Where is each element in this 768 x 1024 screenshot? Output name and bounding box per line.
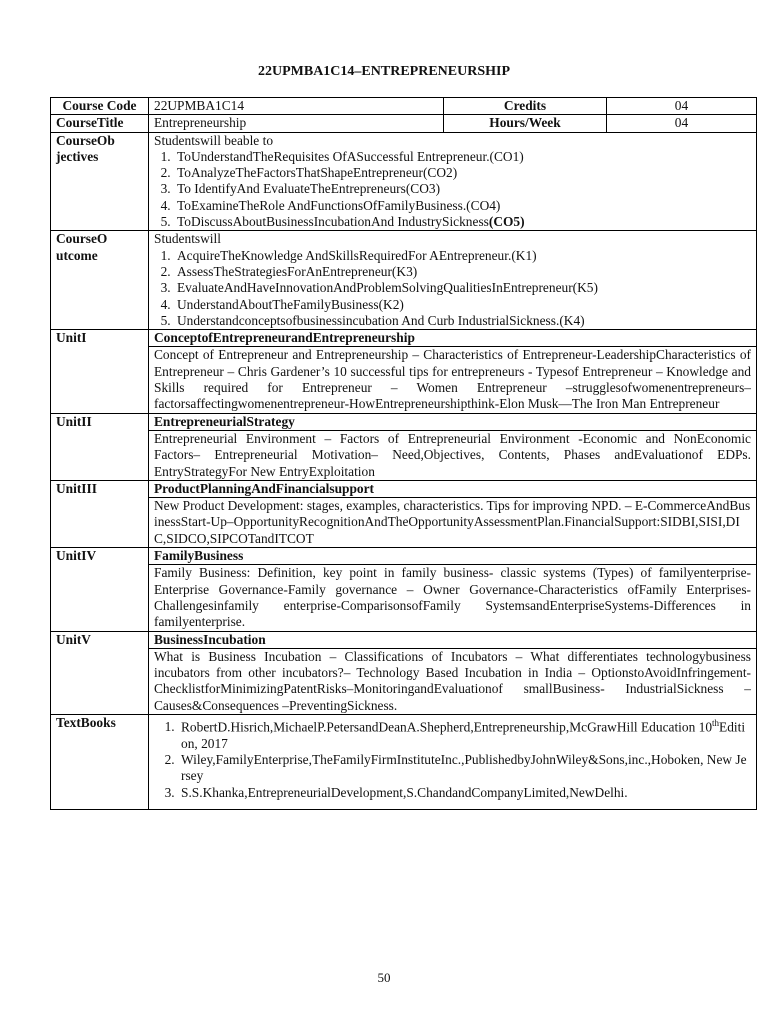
objective-item: 4. ToExamineTheRole AndFunctionsOfFamilyBusiness.(CO4) (174, 198, 751, 214)
credits-label: Credits (444, 98, 607, 115)
objective-item: 3. To IdentifyAnd EvaluateTheEntrepreneurs(CO3) (174, 181, 751, 197)
hours-value: 04 (607, 115, 757, 132)
objectives-label: CourseOb jectives (51, 132, 149, 231)
outcomes-label: CourseO utcome (51, 231, 149, 330)
objective-item (174, 214, 751, 230)
outcome-item: 3. EvaluateAndHaveInnovationAndProblemSolvingQualitiesInEntrepreneur(K5) (174, 280, 751, 296)
credits-value: 04 (607, 98, 757, 115)
unit-2-heading: EntrepreneurialStrategy (149, 413, 757, 430)
outcomes-intro: Studentswill (154, 231, 221, 247)
unit-1-body: Concept of Entrepreneur and Entrepreneurship – Characteristics of Entrepreneur-LeadershipCharacteristics of Entrepreneur – Chris Gardener’s 10 successful tips for entrepreneurs - Typesof Entrepreneur – Knowledge and Skills required for Entrepreneur – Women Entrepreneur –strugglesofwomenentrepreneurs–factorsaffectingwomenentrepreneur-HowEntrepreneurshipthink-Elon Musk—The Iron Man Entrepreneur (149, 347, 757, 413)
textbook-item (178, 715, 751, 752)
outcomes-content (149, 231, 757, 330)
unit-3-label: UnitIII (51, 480, 149, 547)
row-unit-3-heading (51, 480, 757, 497)
objectives-content (149, 132, 757, 231)
row-unit-5-heading (51, 631, 757, 648)
row-outcomes (51, 231, 757, 330)
outcome-item: 5. Understandconceptsofbusinessincubation And Curb IndustrialSickness.(K4) (174, 313, 751, 329)
unit-5-heading: BusinessIncubation (149, 631, 757, 648)
row-objectives (51, 132, 757, 231)
unit-1-label: UnitI (51, 330, 149, 413)
outcome-item: 1. AcquireTheKnowledge AndSkillsRequiredFor AEntrepreneur.(K1) (174, 248, 751, 264)
outcome-item: 2. AssessTheStrategiesForAnEntrepreneur(K3) (174, 264, 751, 280)
course-code-value: 22UPMBA1C14 (149, 98, 444, 115)
objective-text: ToDiscussAboutBusinessIncubationAnd IndustrySickness (177, 214, 489, 230)
outcome-item: 4. UnderstandAboutTheFamilyBusiness(K2) (174, 297, 751, 313)
unit-2-body: Entrepreneurial Environment – Factors of Entrepreneurial Environment -Economic and NonEconomic Factors– Entrepreneurial Motivation– Need,Objectives, Contents, Phases andEvaluationof EDPs. EntryStrategyFor New EntryExploitation (149, 430, 757, 480)
row-unit-4-body (51, 565, 757, 631)
course-title-label: CourseTitle (51, 115, 149, 132)
textbook-1-sup: th (712, 717, 720, 728)
objective-code: (CO5) (488, 214, 525, 230)
objectives-list (154, 149, 751, 230)
textbook-1-text: RobertD.Hisrich,MichaelP.PetersandDeanA.Shepherd,Entrepreneurship,McGrawHill Education 10 (181, 719, 713, 735)
row-unit-1-heading (51, 330, 757, 347)
row-course-title (51, 115, 757, 132)
row-unit-3-body (51, 498, 757, 548)
syllabus-table (50, 97, 757, 810)
objectives-intro: Studentswill beable to (154, 132, 274, 148)
unit-4-heading: FamilyBusiness (149, 548, 757, 565)
row-unit-1-body (51, 347, 757, 413)
outcomes-list (154, 248, 751, 329)
unit-4-label: UnitIV (51, 548, 149, 631)
hours-label: Hours/Week (444, 115, 607, 132)
unit-5-label: UnitV (51, 631, 149, 714)
objective-item: 2. ToAnalyzeTheFactorsThatShapeEntrepreneur(CO2) (174, 165, 751, 181)
unit-4-body: Family Business: Definition, key point in family business- classic systems (Types) of familyenterprise- Enterprise Governance-Family governance – Owner Governance-Characteristics ofFamily Enterprises-Challengesinfamily enterprise-ComparisonsofFamily SystemsandEnterpriseSystems-Differences in familyenterprise. (149, 565, 757, 631)
textbooks-list (154, 715, 751, 801)
unit-1-heading: ConceptofEntrepreneurandEntrepreneurship (149, 330, 757, 347)
course-code-label: Course Code (51, 98, 149, 115)
objective-item: 1. ToUnderstandTheRequisites OfASuccessful Entrepreneur.(CO1) (174, 149, 751, 165)
row-unit-2-body (51, 430, 757, 480)
textbook-item: 2. Wiley,FamilyEnterprise,TheFamilyFirmInstituteInc.,PublishedbyJohnWiley&Sons,inc.,Hoboken, New Jersey (178, 752, 751, 785)
unit-3-body: New Product Development: stages, examples, characteristics. Tips for improving NPD. – E-CommerceAndBusinessStart-Up–OpportunityRecognitionAndTheOpportunityAssessmentPlan.FinancialSupport:SIDBI,SISI,DIC,SIDCO,SIPCOTandITCOT (149, 498, 757, 548)
document-title: 22UPMBA1C14–ENTREPRENEURSHIP (257, 64, 510, 79)
row-unit-5-body (51, 648, 757, 714)
row-unit-2-heading (51, 413, 757, 430)
row-unit-4-heading (51, 548, 757, 565)
row-course-code (51, 98, 757, 115)
unit-2-label: UnitII (51, 413, 149, 480)
textbooks-label: TextBooks (51, 714, 149, 809)
unit-5-body: What is Business Incubation – Classifications of Incubators – What differentiates technologybusiness incubators from other incubators?– Technology Based Incubation in India – OptionstoAvoidInfringement-ChecklistforMinimizingPatentRisks–MonitoringandEvaluationof smallBusiness- IndustrialSickness –Causes&Consequences –PreventingSickness. (149, 648, 757, 714)
course-title-value: Entrepreneurship (149, 115, 444, 132)
page-number: 50 (377, 970, 391, 985)
textbook-item: 3. S.S.Khanka,EntrepreneurialDevelopment,S.ChandandCompanyLimited,NewDelhi. (178, 785, 751, 801)
row-textbooks (51, 714, 757, 809)
unit-3-heading: ProductPlanningAndFinancialsupport (149, 480, 757, 497)
textbook-1-tail: Edition, 2017 (181, 719, 746, 751)
textbooks-content (149, 714, 757, 809)
